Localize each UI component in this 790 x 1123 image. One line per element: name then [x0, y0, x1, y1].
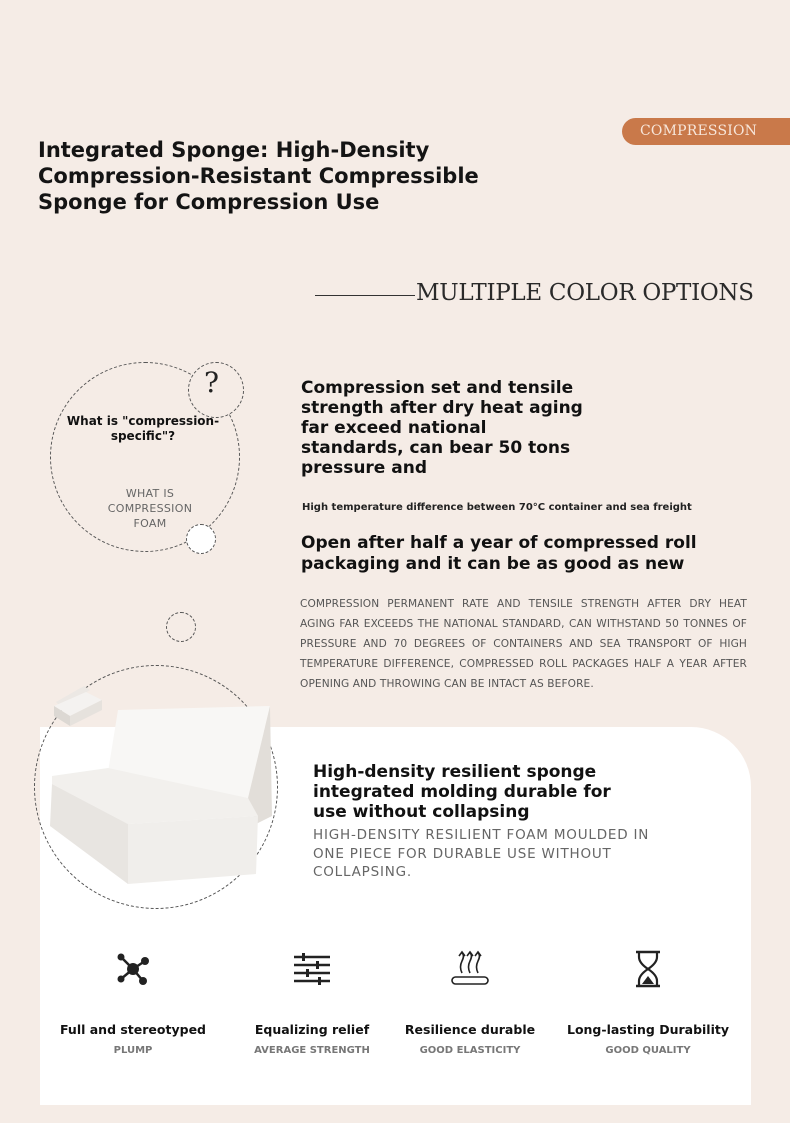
- feature-resilience: [380, 943, 560, 1056]
- decorative-bubble: [166, 612, 196, 642]
- feature-title: Equalizing relief: [254, 1022, 370, 1037]
- feature-plump: [43, 943, 223, 1056]
- compression-badge: COMPRESSION: [622, 118, 790, 145]
- compression-strength-heading: Compression set and tensile strength after dry heat aging far exceed national standards, can bear 50 tons pressure and: [301, 378, 583, 478]
- color-options-heading: MULTIPLE COLOR OPTIONS: [416, 280, 754, 306]
- feature-subtitle: AVERAGE STRENGTH: [254, 1045, 370, 1056]
- page-title: Integrated Sponge: High-Density Compression-Resistant Compressible Sponge for Compression Use: [38, 138, 479, 214]
- feature-subtitle: GOOD ELASTICITY: [419, 1045, 521, 1056]
- feature-title: Resilience durable: [404, 1022, 536, 1037]
- rebound-arrows-icon: [448, 949, 492, 989]
- title-divider-line: [315, 295, 415, 296]
- feature-subtitle: PLUMP: [113, 1045, 153, 1056]
- question-label: What is "compression-specific"?: [66, 414, 220, 443]
- question-label-en: WHAT IS COMPRESSION FOAM: [107, 487, 193, 530]
- temperature-note: High temperature difference between 70°C container and sea freight: [302, 502, 692, 513]
- resilient-sponge-heading: High-density resilient sponge integrated molding durable for use without collapsing: [313, 762, 611, 822]
- question-mark-icon: ?: [204, 366, 220, 399]
- hourglass-icon: [631, 949, 665, 989]
- sliders-icon: [292, 949, 332, 989]
- feature-equalizing: [222, 943, 402, 1056]
- molecule-icon: [113, 949, 153, 989]
- resilient-sponge-description-en: HIGH-DENSITY RESILIENT FOAM MOULDED IN ONE PIECE FOR DURABLE USE WITHOUT COLLAPSING.: [313, 827, 650, 880]
- feature-title: Full and stereotyped: [60, 1022, 206, 1037]
- compression-description-en: COMPRESSION PERMANENT RATE AND TENSILE STRENGTH AFTER DRY HEAT AGING FAR EXCEEDS THE NATIONAL STANDARD, CAN WITHSTAND 50 TONNES OF PRESSURE AND 70 DEGREES OF CONTAINERS AND SEA TRANSPORT OF HIGH TEMPERATURE DIFFERENCE, COMPRESSED ROLL PACKAGES HALF A YEAR AFTER OPENING AND THROWING CAN BE INTACT AS BEFORE.: [300, 598, 747, 690]
- feature-title: Long-lasting Durability: [566, 1022, 729, 1037]
- sofa-product-image: [48, 706, 272, 886]
- roll-packaging-heading: Open after half a year of compressed roll packaging and it can be as good as new: [301, 533, 697, 574]
- feature-durability: [558, 943, 738, 1056]
- feature-subtitle: GOOD QUALITY: [605, 1045, 691, 1056]
